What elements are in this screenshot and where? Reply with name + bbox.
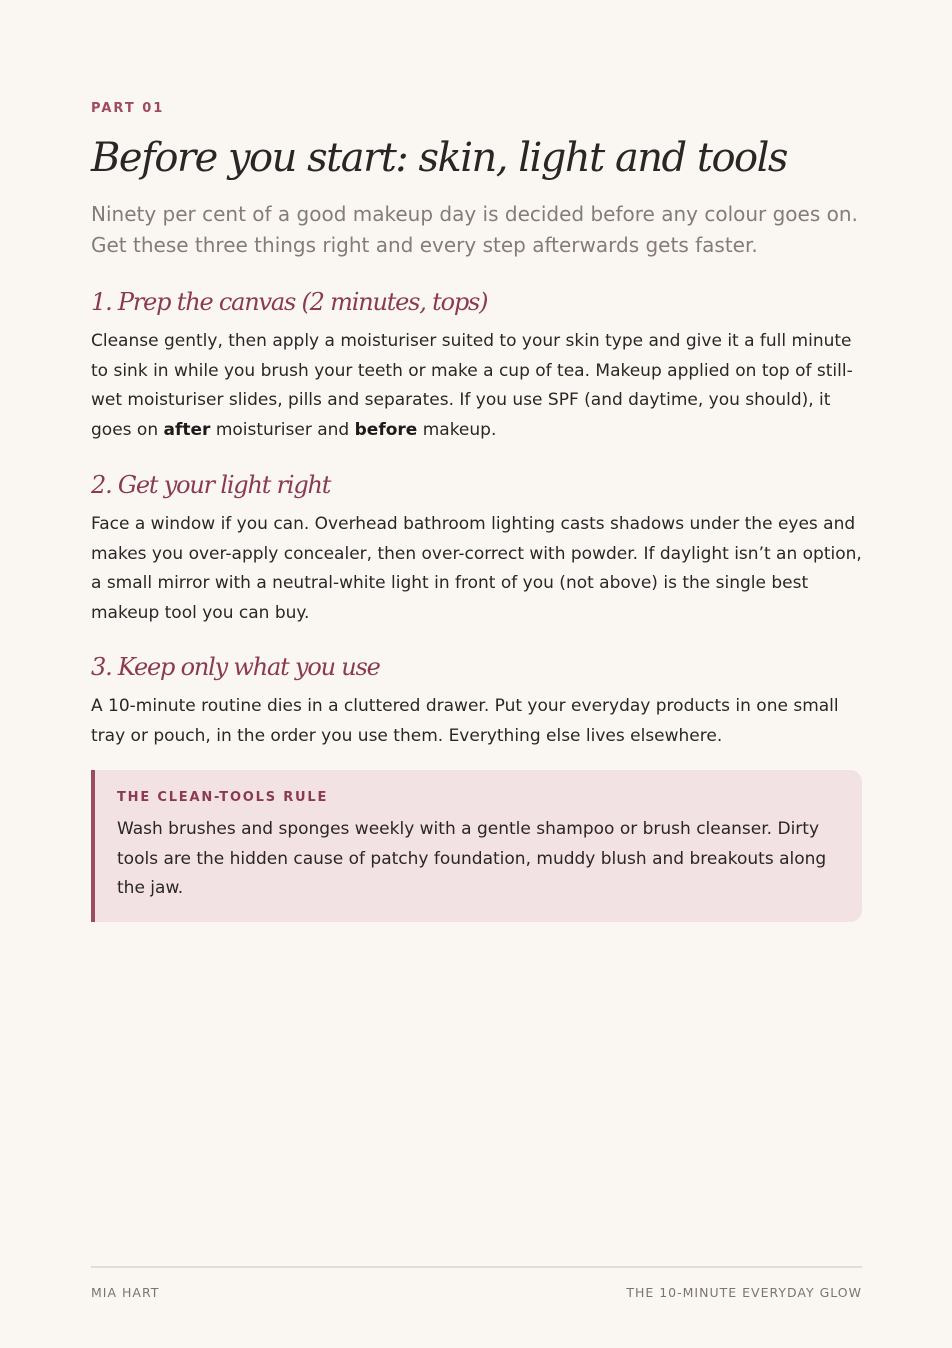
emphasis-after: after bbox=[163, 419, 211, 440]
footer-author: MIA HART bbox=[91, 1285, 160, 1300]
section-heading-prep: 1. Prep the canvas (2 minutes, tops) bbox=[91, 288, 488, 316]
body-text-segment: Cleanse gently, then apply a moisturiser suited to your skin type and give it a full minute to sink in while you brush your teeth or make a cup of tea. Makeup applied on top of still-wet moisturiser slides, pills and separates. If you use SPF (and daytime, you should), it goes on bbox=[91, 331, 853, 440]
page-title: Before you start: skin, light and tools bbox=[91, 135, 787, 181]
callout-label: THE CLEAN-TOOLS RULE bbox=[117, 790, 329, 805]
section-body-prep bbox=[91, 327, 862, 445]
footer-divider bbox=[91, 1266, 862, 1268]
callout-text: Wash brushes and sponges weekly with a gentle shampoo or brush cleanser. Dirty tools are the hidden cause of patchy foundation, muddy blush and breakouts along the jaw. bbox=[117, 819, 827, 898]
part-label: PART 01 bbox=[91, 101, 165, 116]
footer-book-title: THE 10-MINUTE EVERYDAY GLOW bbox=[626, 1285, 862, 1300]
emphasis-before: before bbox=[354, 419, 418, 440]
intro-paragraph: Ninety per cent of a good makeup day is decided before any colour goes on. Get these three things right and every step afterwards gets faster. bbox=[91, 202, 858, 257]
section-body-light: Face a window if you can. Overhead bathroom lighting casts shadows under the eyes and makes you over-apply concealer, then over-correct with powder. If daylight isn’t an option, a small mirror with a neutral-white light in front of you (not above) is the single best makeup tool you can buy. bbox=[91, 514, 862, 623]
tip-callout bbox=[91, 770, 862, 922]
section-heading-tools: 3. Keep only what you use bbox=[91, 653, 380, 681]
section-heading-light: 2. Get your light right bbox=[91, 471, 331, 499]
section-body-tools: A 10-minute routine dies in a cluttered drawer. Put your everyday products in one small tray or pouch, in the order you use them. Everything else lives elsewhere. bbox=[91, 696, 839, 746]
body-text-segment: moisturiser and bbox=[210, 419, 355, 440]
body-text-segment: makeup. bbox=[417, 419, 497, 440]
